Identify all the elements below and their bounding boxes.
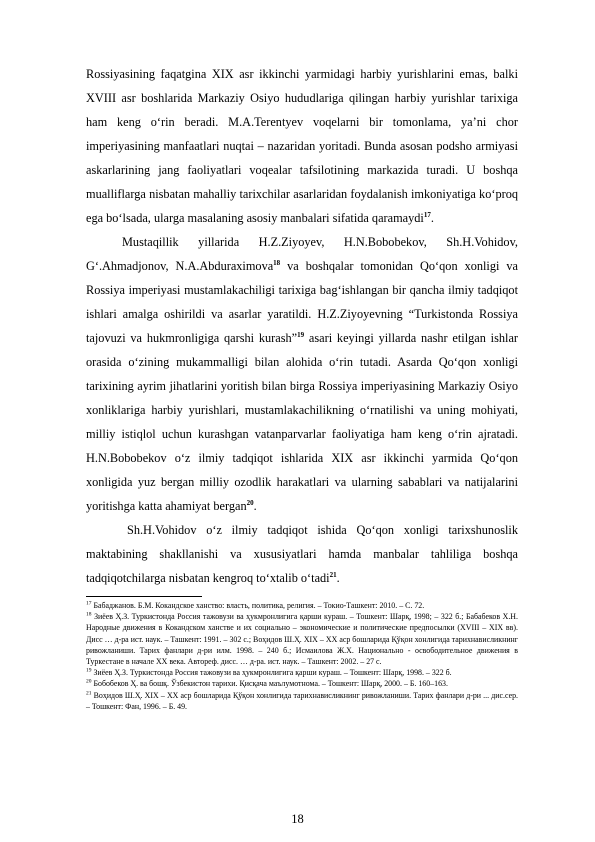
- footnote-number: 18: [86, 611, 92, 618]
- footnote-18: [86, 611, 518, 667]
- footnote-text: Бобобеков Ҳ. ва бошқ. Ўзбекистон тарихи. Қисқача маълумотнома. – Тошкент: Шарқ, 2000. – Б. 160–163.: [93, 679, 448, 689]
- footnote-text: Бабаджанов. Б.М. Кокандское ханство: власть, политика, религия. – Токио-Ташкент: 2010. – С. 72.: [93, 601, 425, 610]
- footnote-ref-17[interactable]: 17: [423, 210, 431, 219]
- footnote-number: 20: [86, 678, 92, 685]
- paragraph-2: Mustaqillik yillarida H.Z.Ziyoyev, H.N.Bobobekov, Sh.H.Vohidov, G‘.Ahmadjonov, N.A.Abduraximova$^{18}$ va boshqalar tomonidan Qo‘qon xonligi va Rossiya imperiyasi mustamlakachiligi tarixiga bag‘ishlangan bir qancha ilmiy tadqiqot ishlari amalga oshirildi va asarlar yaratildi. H.Z.Ziyoyevning “Turkistonda Rossiya tajovuzi va hukmronligiga qarshi kurash”$^{19}$ asari keyingi yillarda nashr etilgan ishlar orasida o‘zining mukammalligi bilan alohida o‘rin tutadi. Asarda Qo‘qon xonligi tarixining ayrim jihatlarini yoritish bilan birga Rossiya imperiyasining Markaziy Osiyo xonliklariga harbiy yurishlari, mustamlakachilikning o‘rnatilishi va uning mohiyati, milliy istiqlol uchun kurashgan vatanparvarlar faoliyatiga ham keng o‘rin ajratadi. H.N.Bobobekov o‘z ilmiy tadqiqot ishlarida XIX asr ikkinchi yarmida Qo‘qon xonligida yuz bergan milliy ozodlik harakatlari va ularning sabablari va natijalarini yoritishga katta ahamiyat bergan$^{20}$.: [86, 235, 518, 513]
- footnote-text: Зиёев Ҳ.З. Туркистонда Россия тажовузи ва ҳукмронлигига қарши кураш. – Тошкент: Шарқ, 1998. – 322 б.: [93, 668, 452, 678]
- footnote-number: 17: [86, 600, 92, 607]
- page-number: 18: [291, 812, 304, 826]
- footnote-20: [86, 678, 518, 689]
- paragraph-1-text: Rossiyasining faqatgina XIX asr ikkinchi yarmidagi harbiy yurishlarini emas, balki XVIII asr boshlarida Markaziy Osiyo hududlariga qilingan harbiy yurishlar tarixiga ham keng o‘rin beradi. M.A.Terentyev voqelarni bir tomonlama, ya’ni chor imperiyasining manfaatlari nuqtai – nazaridan yoritadi. Bunda asosan podsho armiyasi askarlarining jang faoliyatlari voqealar tafsilotining markazida turadi. U boshqa mualliflarga nisbatan mahalliy tarixchilar asarlaridan foydalanish imkoniyatiga ko‘proq ega bo‘lsada, ularga masalaning asosiy manbalari sifatida qaramaydi: [86, 67, 518, 225]
- footnotes: [86, 600, 518, 712]
- paragraph-3: Sh.H.Vohidov o‘z ilmiy tadqiqot ishida Qo‘qon xonligi tarixshunoslik maktabining shakllanishi va xususiyatlari hamda manbalar tahliliga boshqa tadqiqotchilarga nisbatan kengroq to‘xtalib o‘tadi$^{21}$.: [86, 523, 518, 585]
- footnote-ref-18[interactable]: 18: [273, 258, 281, 267]
- footnote-21: [86, 690, 518, 712]
- footnote-19: [86, 667, 518, 678]
- footnote-number: 19: [86, 667, 92, 674]
- footnote-ref-20[interactable]: 20: [246, 498, 254, 507]
- footnote-ref-19[interactable]: 19: [297, 330, 305, 339]
- footnote-text: Воҳидов Ш.Ҳ. XIX – XX аср бошларида Қўқон хонлигида тарихнависликнинг ривожланиши. Тарих фанлари д-ри ... дис.сер. – Тошкент: Фан, 1996. – Б. 49.: [86, 690, 518, 711]
- footnote-ref-21[interactable]: 21: [329, 570, 337, 579]
- footnote-text: Зиёев Ҳ.З. Туркистонда Россия тажовузи ва ҳукмронлигига қарши кураш. – Тошкент: Шарқ, 1998; – 322 б.; Бабабеков Х.Н. Народные движения в Кокандском ханстве и их социально – экономические и политические предпосылки (XVIII – XIX вв). Дисс … д-ра ист. наук. – Ташкент: 1991. – 302 с.; Воҳидов Ш.Ҳ. XIX – XX аср бошларида Қўқон хонлигида тарихнависликнинг ривожланиши. Тарих фанлари д-ри илм. 1998. – 240 б.; Исмаилова Ж.Х. Национально - освободительное движения в Туркестане в начале XX века. Автореф. дисс. … д-ра. ист. наук. – Ташкент: 2002. – 27 с.: [86, 612, 518, 667]
- paragraph-3-text: Sh.H.Vohidov o‘z ilmiy tadqiqot ishida Qo‘qon xonligi tarixshunoslik maktabining shakllanishi va xususiyatlari hamda manbalar tahliliga boshqa tadqiqotchilarga nisbatan kengroq to‘xtalib o‘tadi: [86, 523, 518, 585]
- paragraph-1: Rossiyasining faqatgina XIX asr ikkinchi yarmidagi harbiy yurishlarini emas, balki XVIII asr boshlarida Markaziy Osiyo hududlariga qilingan harbiy yurishlar tarixiga ham keng o‘rin beradi. M.A.Terentyev voqelarni bir tomonlama, ya’ni chor imperiyasining manfaatlari nuqtai – nazaridan yoritadi. Bunda asosan podsho armiyasi askarlarining jang faoliyatlari voqealar tafsilotining markazida turadi. U boshqa mualliflarga nisbatan mahalliy tarixchilar asarlaridan foydalanish imkoniyatiga ko‘proq ega bo‘lsada, ularga masalaning asosiy manbalari sifatida qaramaydi$^{17}$.: [86, 67, 518, 225]
- footnote-separator: [86, 596, 202, 597]
- footnote-17: [86, 600, 518, 611]
- footnote-number: 21: [86, 690, 92, 696]
- paragraph-2-text-c: asari keyingi yillarda nashr etilgan ishlar orasida o‘zining mukammalligi bilan alohida o‘rin tutadi. Asarda Qo‘qon xonligi tarixining ayrim jihatlarini yoritish bilan birga Rossiya imperiyasining Markaziy Osiyo xonliklariga harbiy yurishlari, mustamlakachilikning o‘rnatilishi va uning mohiyati, milliy istiqlol uchun kurashgan vatanparvarlar faoliyatiga ham keng o‘rin ajratadi. H.N.Bobobekov o‘z ilmiy tadqiqot ishlarida XIX asr ikkinchi yarmida Qo‘qon xonligida yuz bergan milliy ozodlik harakatlari va ularning sabablari va natijalarini yoritishga katta ahamiyat bergan: [86, 331, 518, 513]
- page-content: [86, 62, 518, 712]
- paragraph-2-text-b: va boshqalar tomonidan Qo‘qon xonligi va Rossiya imperiyasi mustamlakachiligi tarixiga bag‘ishlangan bir qancha ilmiy tadqiqot ishlari amalga oshirildi va asarlar yaratildi. H.Z.Ziyoyevning “Turkistonda Rossiya tajovuzi va hukmronligiga qarshi kurash”: [86, 259, 518, 345]
- paragraph-2-text-a: Mustaqillik yillarida H.Z.Ziyoyev, H.N.Bobobekov, Sh.H.Vohidov, G‘.Ahmadjonov, N.A.Abduraximova: [86, 235, 518, 273]
